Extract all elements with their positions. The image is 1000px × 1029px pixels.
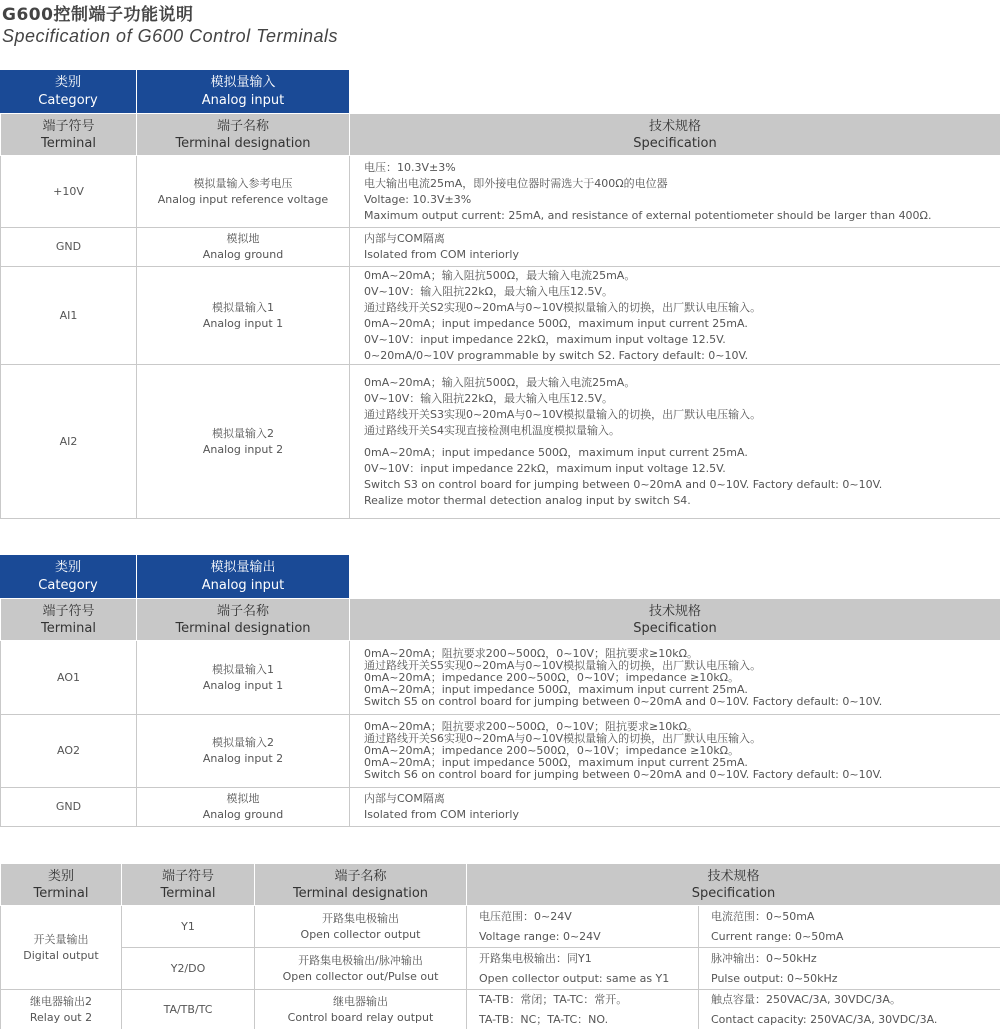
table-row (1, 267, 1000, 365)
terminal-cell: AO1 (1, 641, 137, 715)
table-row (1, 948, 1000, 990)
header-terminal: 端子符号 Terminal (1, 599, 137, 641)
analog-out-category-bar (0, 555, 349, 598)
terminal-cell: AI2 (1, 365, 137, 519)
designation-cell: 模拟量输入1 Analog input 1 (137, 267, 350, 365)
table-header-row (1, 864, 1000, 906)
table-row (1, 990, 1000, 1029)
designation-cell: 模拟量输入2 Analog input 2 (137, 365, 350, 519)
table-row (1, 906, 1000, 948)
designation-cell: 模拟地 Analog ground (137, 228, 350, 267)
spec-cell: 触点容量：250VAC/3A, 30VDC/3A。 Contact capacity: 250VAC/3A, 30VDC/3A. (699, 990, 1000, 1029)
table-header-row (1, 599, 1000, 641)
header-specification: 技术规格 Specification (350, 114, 1000, 156)
page-title-en: Specification of G600 Control Terminals (2, 26, 338, 46)
group-cell: 继电器输出2 Relay out 2 (1, 990, 122, 1029)
table-row (1, 228, 1000, 267)
designation-cell: 模拟量输入2 Analog input 2 (137, 715, 350, 788)
designation-cell: 模拟量输入参考电压 Analog input reference voltage (137, 156, 350, 228)
terminal-cell: AO2 (1, 715, 137, 788)
table-row (1, 156, 1000, 228)
digital-output-table (0, 863, 1000, 1029)
designation-cell: 模拟量输入1 Analog input 1 (137, 641, 350, 715)
terminal-cell: Y1 (122, 906, 255, 948)
spec-cell: 内部与COM隔离 Isolated from COM interiorly (350, 788, 1000, 827)
spec-cell: 电压：10.3V±3% 电大输出电流25mA，即外接电位器时需选大于400Ω的电位器 Voltage: 10.3V±3% Maximum output current: 25mA, and resistance of external potentiometer should be larger than 400Ω. (350, 156, 1000, 228)
designation-cell: 开路集电极输出 Open collector output (255, 906, 467, 948)
analog-input-table (0, 113, 1000, 519)
terminal-cell: TA/TB/TC (122, 990, 255, 1029)
header-designation: 端子名称 Terminal designation (137, 114, 350, 156)
category-label: 类别 Category (0, 555, 136, 598)
terminal-cell: GND (1, 788, 137, 827)
terminal-cell: AI1 (1, 267, 137, 365)
terminal-cell: +10V (1, 156, 137, 228)
spec-cell: 0mA~20mA；阻抗要求200~500Ω，0~10V；阻抗要求≥10kΩ。 通过路线开关S6实现0~20mA与0~10V模拟量输入的切换，出厂默认电压输入。 0mA~20mA；impedance 200~500Ω，0~10V；impedance ≥10kΩ。 0mA~20mA；input impedance 500Ω，maximum input current 25mA. Switch S6 on control board for jumping between 0~20mA and 0~10V. Factory default: 0~10V. (350, 715, 1000, 788)
designation-cell: 开路集电极输出/脉冲输出 Open collector out/Pulse out (255, 948, 467, 990)
header-specification: 技术规格 Specification (350, 599, 1000, 641)
spec-cell: 0mA~20mA；输入阻抗500Ω，最大输入电流25mA。 0V~10V：输入阻抗22kΩ，最大输入电压12.5V。 通过路线开关S3实现0~20mA与0~10V模拟量输入的切换，出厂默认电压输入。 通过路线开关S4实现直接检测电机温度模拟量输入。 0mA~20mA；input impedance 500Ω，maximum input current 25mA. 0V~10V：input impedance 22kΩ，maximum input voltage 12.5V. Switch S3 on control board for jumping between 0~20mA and 0~10V. Factory default: 0~10V. Realize motor thermal detection analog input by switch S4. (350, 365, 1000, 519)
terminal-cell: GND (1, 228, 137, 267)
table-row (1, 788, 1000, 827)
spec-cell: TA-TB：常闭；TA-TC：常开。 TA-TB：NC；TA-TC：NO. (467, 990, 699, 1029)
spec-cell: 内部与COM隔离 Isolated from COM interiorly (350, 228, 1000, 267)
header-terminal: 端子符号 Terminal (122, 864, 255, 906)
group-cell: 开关量输出 Digital output (1, 906, 122, 990)
spec-cell: 脉冲输出：0~50kHz Pulse output: 0~50kHz (699, 948, 1000, 990)
header-designation: 端子名称 Terminal designation (137, 599, 350, 641)
table-row (1, 715, 1000, 788)
designation-cell: 继电器输出 Control board relay output (255, 990, 467, 1029)
spec-cell: 开路集电极输出：同Y1 Open collector output: same as Y1 (467, 948, 699, 990)
analog-output-table (0, 598, 1000, 827)
table-header-row (1, 114, 1000, 156)
spec-cell: 0mA~20mA；阻抗要求200~500Ω，0~10V；阻抗要求≥10kΩ。 通过路线开关S5实现0~20mA与0~10V模拟量输入的切换，出厂默认电压输入。 0mA~20mA；impedance 200~500Ω，0~10V；impedance ≥10kΩ。 0mA~20mA；input impedance 500Ω，maximum input current 25mA. Switch S5 on control board for jumping between 0~20mA and 0~10V. Factory default: 0~10V. (350, 641, 1000, 715)
header-designation: 端子名称 Terminal designation (255, 864, 467, 906)
spec-cell: 电压范围：0~24V Voltage range: 0~24V (467, 906, 699, 948)
terminal-cell: Y2/DO (122, 948, 255, 990)
header-category: 类别 Terminal (1, 864, 122, 906)
header-terminal: 端子符号 Terminal (1, 114, 137, 156)
spec-cell: 电流范围：0~50mA Current range: 0~50mA (699, 906, 1000, 948)
designation-cell: 模拟地 Analog ground (137, 788, 350, 827)
spec-cell: 0mA~20mA；输入阻抗500Ω，最大输入电流25mA。 0V~10V：输入阻抗22kΩ，最大输入电压12.5V。 通过路线开关S2实现0~20mA与0~10V模拟量输入的切换，出厂默认电压输入。 0mA~20mA；input impedance 500Ω，maximum input current 25mA. 0V~10V：input impedance 22kΩ，maximum input voltage 12.5V. 0~20mA/0~10V programmable by switch S2. Factory default: 0~10V. (350, 267, 1000, 365)
category-label: 类别 Category (0, 70, 136, 113)
category-value: 模拟量输入 Analog input (136, 70, 349, 113)
category-value: 模拟量输出 Analog input (136, 555, 349, 598)
header-specification: 技术规格 Specification (467, 864, 1000, 906)
table-row (1, 365, 1000, 519)
table-row (1, 641, 1000, 715)
analog-in-category-bar (0, 70, 349, 113)
page-title-cn: G600控制端子功能说明 (2, 5, 194, 25)
